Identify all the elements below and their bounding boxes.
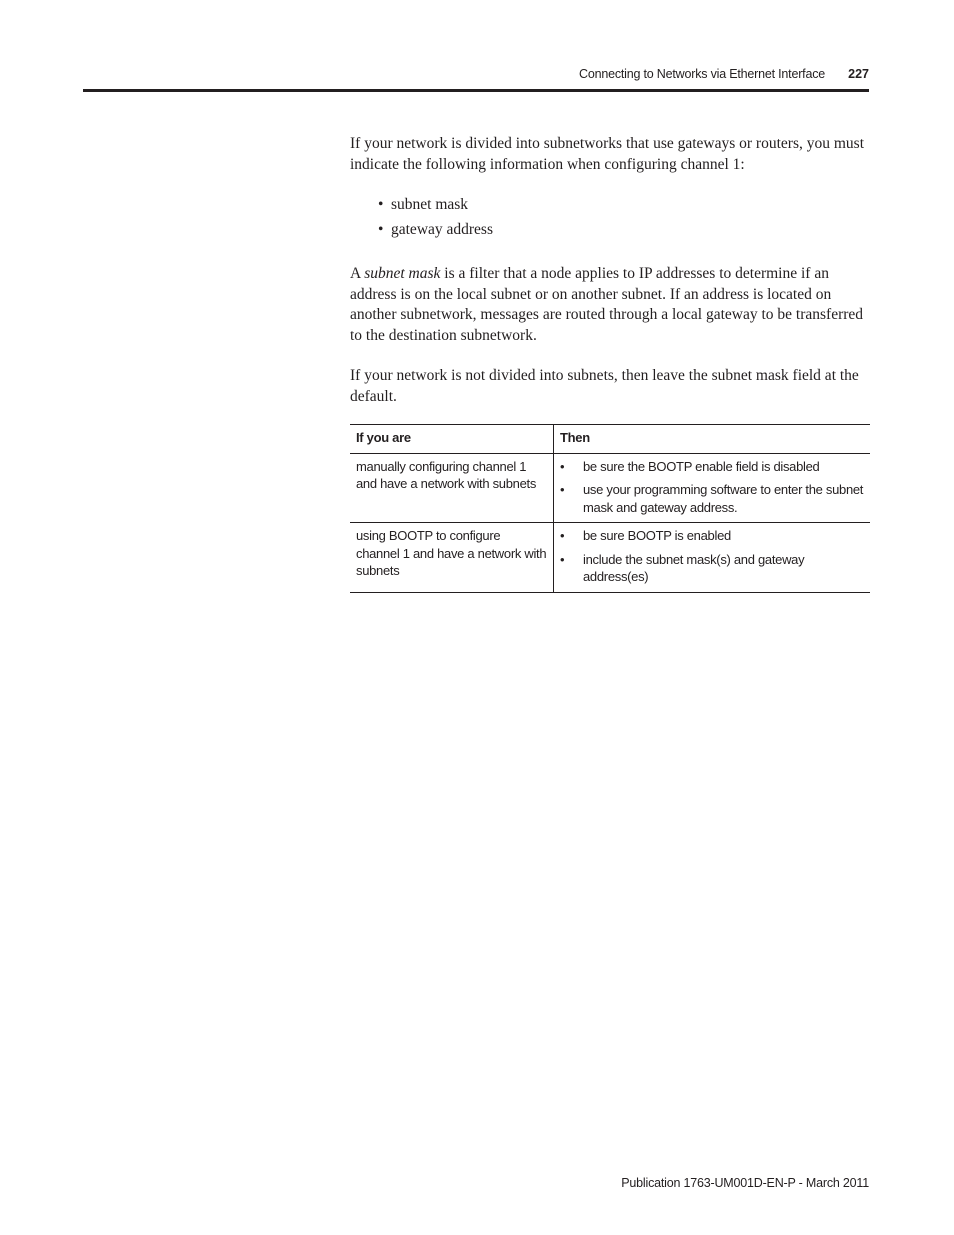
required-info-list [378, 195, 870, 245]
body-content [350, 134, 870, 407]
action-cell [554, 453, 871, 523]
header-title: Connecting to Networks via Ethernet Interface [579, 67, 825, 81]
condition-cell: using BOOTP to configure channel 1 and have a network with subnets [350, 523, 554, 593]
condition-cell: manually configuring channel 1 and have a network with subnets [350, 453, 554, 523]
column-header-action: Then [560, 430, 590, 445]
action-item: • be sure the BOOTP enable field is disabled [560, 458, 864, 476]
action-item: • be sure BOOTP is enabled [560, 527, 864, 545]
page-number: 227 [848, 67, 869, 81]
action-cell [554, 523, 871, 593]
table-row [350, 523, 870, 593]
header-divider [83, 89, 869, 92]
list-item: • subnet mask [378, 195, 870, 220]
intro-paragraph: If your network is divided into subnetworks that use gateways or routers, you must indicate the following information when configuring channel 1: [350, 135, 864, 173]
publication-footer: Publication 1763-UM001D-EN-P - March 2011 [621, 1176, 869, 1190]
column-header-condition: If you are [350, 425, 554, 454]
action-item: • include the subnet mask(s) and gateway address(es) [560, 551, 864, 586]
page-header [83, 62, 869, 90]
definition-prefix: A [350, 265, 365, 282]
action-item: • use your programming software to enter the subnet mask and gateway address. [560, 481, 864, 516]
table-row [350, 453, 870, 523]
list-item: • gateway address [378, 220, 870, 245]
configuration-table [350, 424, 870, 593]
no-subnet-paragraph: If your network is not divided into subnets, then leave the subnet mask field at the default. [350, 367, 859, 405]
defined-term: subnet mask [364, 265, 441, 282]
definition-text: is a filter that a node applies to IP addresses to determine if an address is on the local subnet or on another subnet. If an address is located on another subnetwork, messages are routed through a local gateway to be transferred to the destination subnetwork. [350, 265, 864, 344]
table-header-row [350, 425, 870, 454]
subnet-mask-definition [350, 264, 870, 346]
